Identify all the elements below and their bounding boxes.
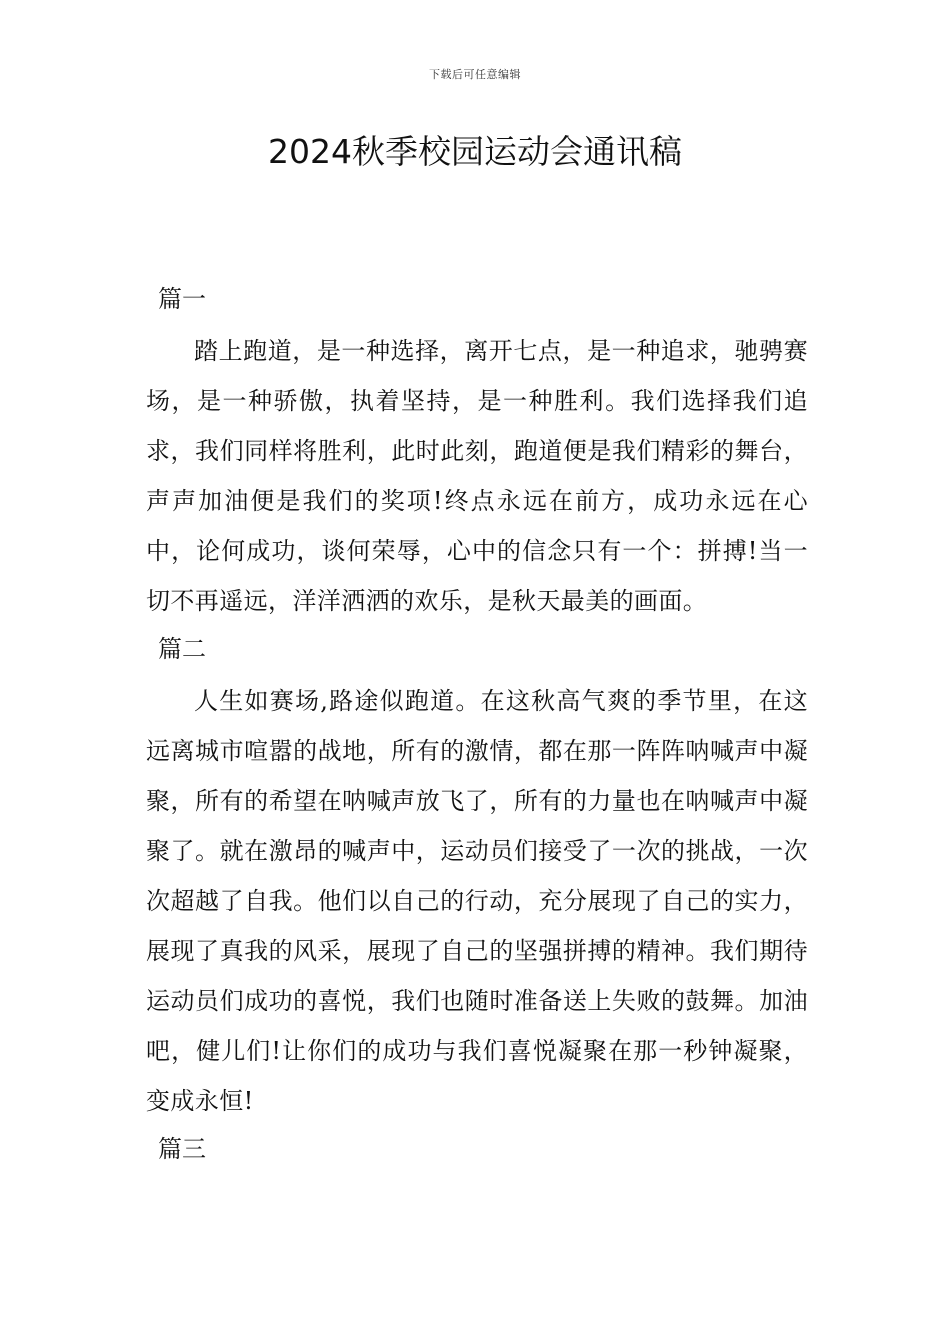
section-heading-3: 篇三 xyxy=(158,1135,206,1163)
header-note: 下载后可任意编辑 xyxy=(429,68,521,81)
section-heading-2: 篇二 xyxy=(158,635,206,663)
document-title: 2024秋季校园运动会通讯稿 xyxy=(268,132,682,171)
section-paragraph-1: 踏上跑道，是一种选择，离开七点，是一种追求，驰骋赛场，是一种骄傲，执着坚持，是一种胜利。我们选择我们追求，我们同样将胜利，此时此刻，跑道便是我们精彩的舞台，声声加油便是我们的奖项!终点永远在前方，成功永远在心中，论何成功，谈何荣辱，心中的信念只有一个：拼搏!当一切不再遥远，洋洋洒洒的欢乐，是秋天最美的画面。 xyxy=(146,337,808,615)
section-heading-1: 篇一 xyxy=(158,285,206,313)
document-body xyxy=(146,282,808,1176)
section-paragraph-2: 人生如赛场,路途似跑道。在这秋高气爽的季节里，在这远离城市喧嚣的战地，所有的激情，都在那一阵阵呐喊声中凝聚，所有的希望在呐喊声放飞了，所有的力量也在呐喊声中凝聚了。就在激昂的喊声中，运动员们接受了一次的挑战，一次次超越了自我。他们以自己的行动，充分展现了自己的实力，展现了真我的风采，展现了自己的坚强拼搏的精神。我们期待运动员们成功的喜悦，我们也随时准备送上失败的鼓舞。加油吧，健儿们!让你们的成功与我们喜悦凝聚在那一秒钟凝聚，变成永恒! xyxy=(146,687,808,1115)
